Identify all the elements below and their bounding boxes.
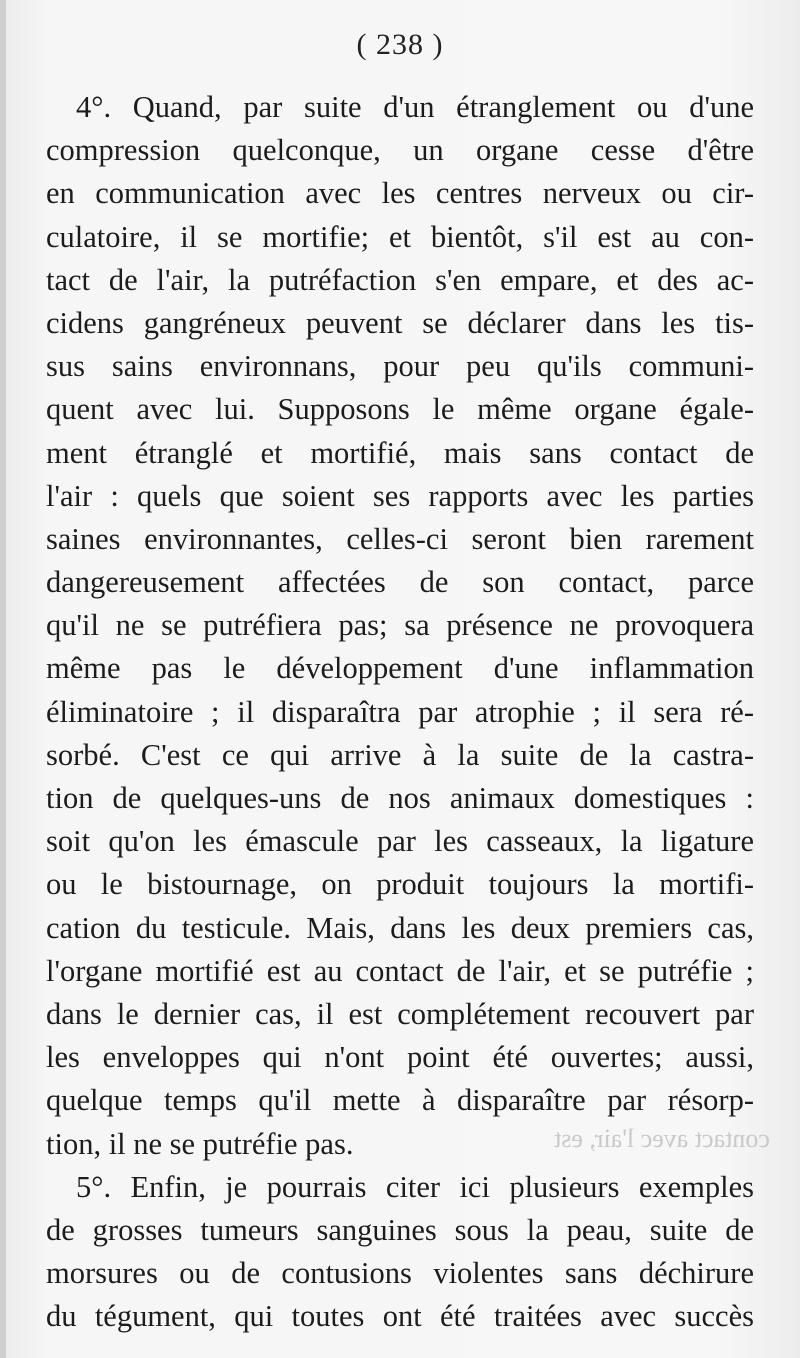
body-text (46, 86, 754, 1338)
text-line: morsures ou de contusions violentes sans déchirure (46, 1256, 754, 1291)
text-line: tion, il ne se putréfie pas. (46, 1126, 354, 1161)
text-line: dangereusement affectées de son contact, parce (46, 565, 754, 600)
text-line: saines environnantes, celles-ci seront bien rarement (46, 521, 754, 556)
text-line: sorbé. C'est ce qui arrive à la suite de la castra- (46, 737, 754, 772)
text-line: cation du testicule. Mais, dans les deux premiers cas, (46, 910, 754, 945)
text-line: qu'il ne se putréfiera pas; sa présence ne provoquera (46, 608, 754, 643)
text-line: sus sains environnans, pour peu qu'ils communi- (46, 349, 754, 384)
text-line: en communication avec les centres nerveux ou cir- (46, 176, 754, 211)
text-line: ment étranglé et mortifié, mais sans contact de (46, 435, 754, 470)
text-line: éliminatoire ; il disparaîtra par atrophie ; il sera ré- (46, 694, 754, 729)
text-line: l'organe mortifié est au contact de l'air, et se putréfie ; (46, 953, 754, 988)
text-line: de grosses tumeurs sanguines sous la peau, suite de (46, 1212, 754, 1247)
text-line: 4°. Quand, par suite d'un étranglement ou d'une (76, 90, 754, 124)
text-line: quent avec lui. Supposons le même organe égale- (46, 392, 754, 427)
show-through-text: contact avec l'air, est (554, 1124, 770, 1153)
text-line: ou le bistournage, on produit toujours la mortifi- (46, 867, 754, 902)
text-line: les enveloppes qui n'ont point été ouvertes; aussi, (46, 1040, 754, 1075)
page-number: ( 238 ) (356, 28, 444, 61)
text-line: culatoire, il se mortifie; et bientôt, s'il est au con- (46, 219, 754, 254)
text-line: 5°. Enfin, je pourrais citer ici plusieurs exemples (76, 1169, 754, 1204)
text-line: l'air : quels que soient ses rapports avec les parties (46, 478, 754, 513)
text-line: même pas le développement d'une inflammation (46, 651, 754, 686)
text-line: du tégument, qui toutes ont été traitées avec succès (46, 1299, 754, 1334)
text-line: cidens gangréneux peuvent se déclarer dans les tis- (46, 305, 754, 340)
text-line: dans le dernier cas, il est complétement recouvert par (46, 996, 754, 1031)
text-line: quelque temps qu'il mette à disparaître par résorp- (46, 1083, 754, 1118)
text-line: tion de quelques-uns de nos animaux domestiques : (46, 781, 754, 815)
page-gutter-shadow (0, 0, 6, 1358)
text-line: compression quelconque, un organe cesse d'être (46, 133, 754, 168)
text-line: tact de l'air, la putréfaction s'en empare, et des ac- (46, 262, 754, 297)
text-line: soit qu'on les émascule par les casseaux, la ligature (46, 824, 754, 859)
